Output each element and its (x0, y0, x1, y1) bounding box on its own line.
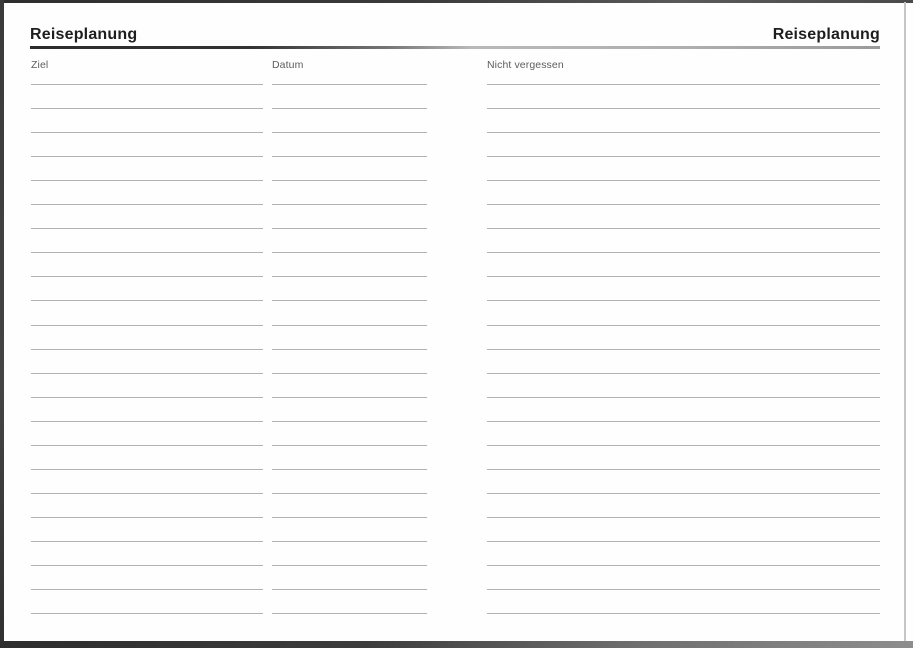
ruled-line (272, 325, 427, 326)
ruled-line (487, 493, 880, 494)
column-label-nicht-vergessen: Nicht vergessen (487, 59, 564, 71)
ruled-line (272, 180, 427, 181)
ruled-line (31, 252, 263, 253)
ruled-line (272, 349, 427, 350)
ruled-line (31, 397, 263, 398)
ruled-line (272, 469, 427, 470)
ruled-line (487, 84, 880, 85)
ruled-line (31, 589, 263, 590)
ruled-line (31, 276, 263, 277)
ruled-line (31, 517, 263, 518)
ruled-line (487, 180, 880, 181)
ruled-line (272, 565, 427, 566)
ruled-line (272, 276, 427, 277)
ruled-line (487, 421, 880, 422)
scan-top-edge (0, 0, 913, 3)
ruled-line (487, 589, 880, 590)
ruled-line (487, 252, 880, 253)
left-page-title: Reiseplanung (30, 26, 138, 43)
ruled-line (31, 493, 263, 494)
ruled-line (487, 373, 880, 374)
ruled-line (272, 541, 427, 542)
ruled-line (31, 204, 263, 205)
ruled-line (31, 541, 263, 542)
ruled-line (31, 373, 263, 374)
ruled-line (272, 445, 427, 446)
ruled-line (272, 228, 427, 229)
ruled-line (487, 300, 880, 301)
ruled-line (31, 349, 263, 350)
ruled-line (487, 156, 880, 157)
ruled-line (272, 132, 427, 133)
ruled-line (487, 108, 880, 109)
column-label-datum: Datum (272, 59, 304, 71)
ruled-line (31, 132, 263, 133)
ruled-line (487, 228, 880, 229)
ruled-line (31, 565, 263, 566)
ruled-line (272, 517, 427, 518)
ruled-line (272, 300, 427, 301)
ruled-line (272, 493, 427, 494)
ruled-line (31, 156, 263, 157)
ruled-line (31, 228, 263, 229)
scan-bottom-bar (0, 641, 913, 648)
ruled-line (31, 84, 263, 85)
ruled-line (487, 517, 880, 518)
ruled-line (31, 325, 263, 326)
ruled-line (487, 541, 880, 542)
ruled-line (31, 613, 263, 614)
ruled-line (272, 204, 427, 205)
ruled-line (31, 421, 263, 422)
scan-left-edge (0, 0, 4, 648)
ruled-line (487, 132, 880, 133)
ruled-line (487, 469, 880, 470)
ruled-line (31, 300, 263, 301)
ruled-line (272, 613, 427, 614)
ruled-line (487, 325, 880, 326)
ruled-line (31, 108, 263, 109)
ruled-line (487, 204, 880, 205)
ruled-line (272, 84, 427, 85)
ruled-line (487, 445, 880, 446)
ruled-line (272, 108, 427, 109)
ruled-line (272, 373, 427, 374)
ruled-line (487, 276, 880, 277)
ruled-line (31, 469, 263, 470)
ruled-line (31, 180, 263, 181)
ruled-line (272, 421, 427, 422)
ruled-line (487, 349, 880, 350)
header-rule (30, 46, 880, 49)
right-page-title: Reiseplanung (772, 26, 880, 43)
ruled-line (272, 252, 427, 253)
ruled-line (487, 613, 880, 614)
ruled-line (31, 445, 263, 446)
ruled-line (487, 565, 880, 566)
ruled-line (272, 397, 427, 398)
ruled-line (272, 589, 427, 590)
right-page-edge (904, 2, 906, 646)
ruled-line (487, 397, 880, 398)
ruled-line (272, 156, 427, 157)
column-label-ziel: Ziel (31, 59, 49, 71)
